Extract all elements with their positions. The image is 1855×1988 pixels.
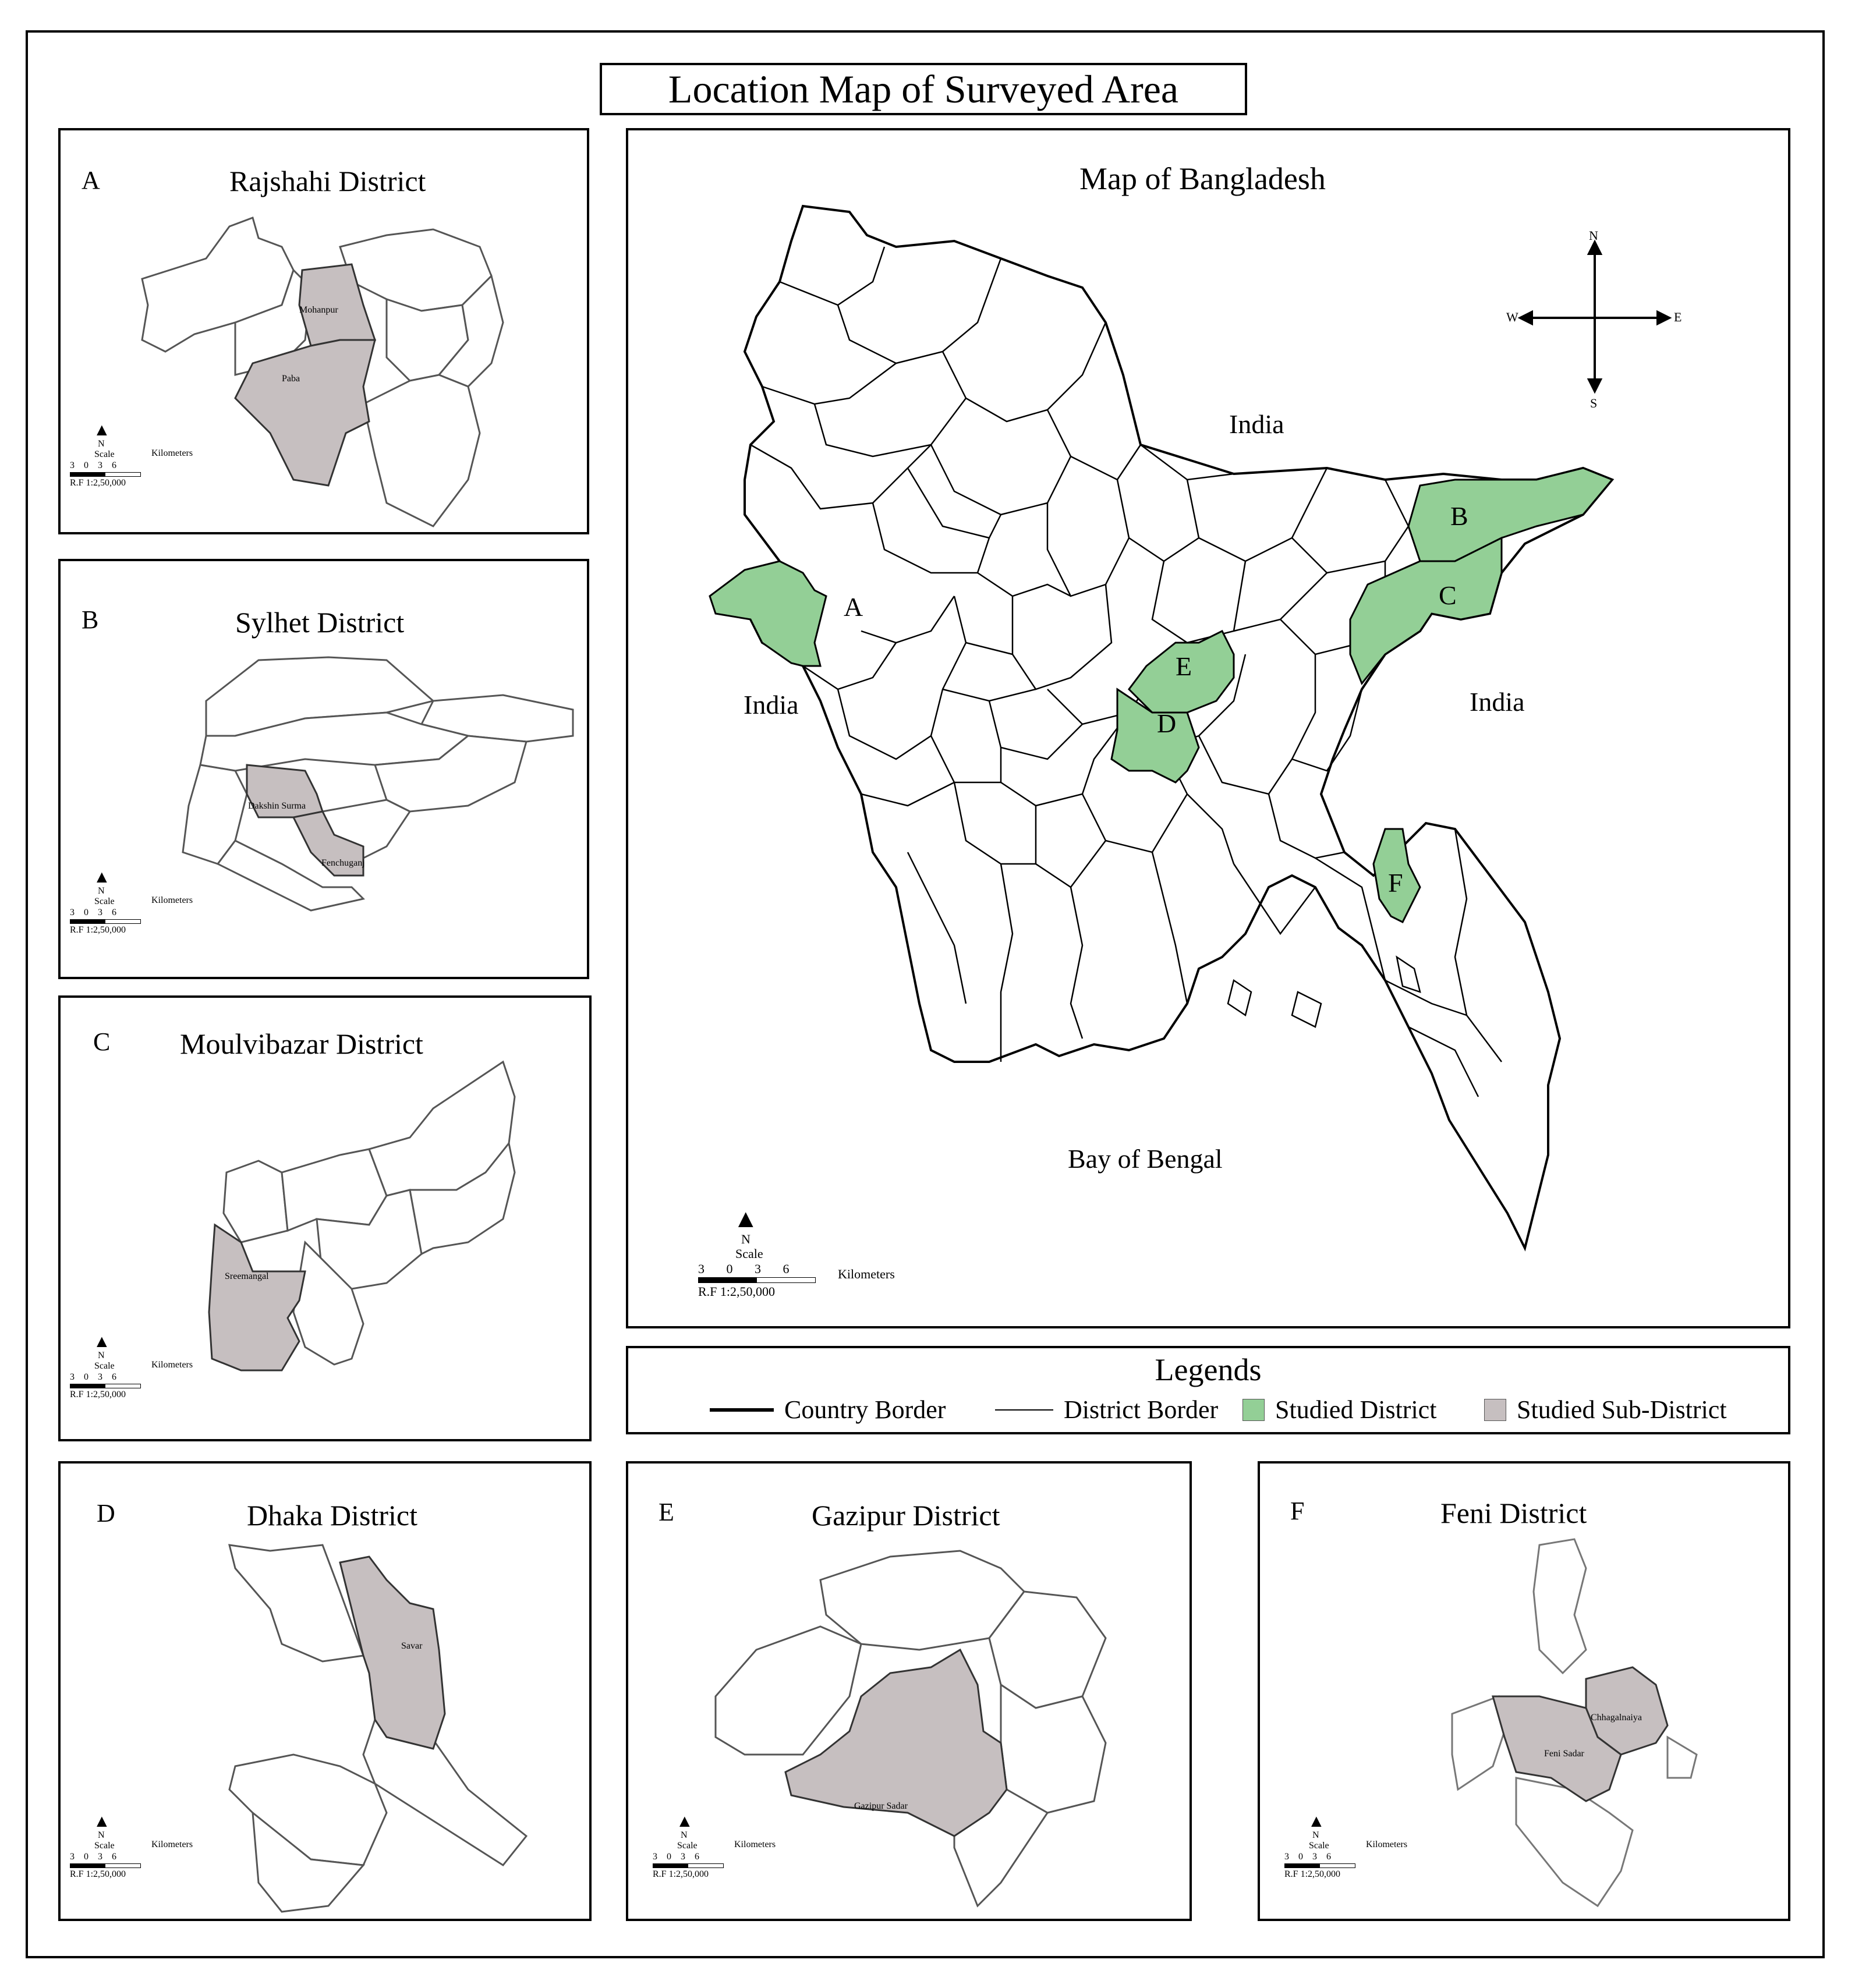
panel-title: Sylhet District bbox=[235, 606, 405, 639]
upazila-outline bbox=[282, 1149, 387, 1231]
country-border-swatch bbox=[710, 1408, 774, 1412]
district-label-e: E bbox=[1176, 651, 1192, 681]
island bbox=[1292, 992, 1321, 1027]
panel-title: Feni District bbox=[1440, 1497, 1587, 1529]
upazila-outline bbox=[229, 1755, 387, 1865]
upazila-outline bbox=[224, 1161, 288, 1242]
upazila-outline bbox=[1534, 1539, 1586, 1673]
subdistrict-paba bbox=[235, 340, 375, 486]
north-arrow-icon: ▲ bbox=[93, 867, 111, 887]
panel-e bbox=[626, 1461, 1192, 1921]
island bbox=[1228, 980, 1251, 1015]
compass-n: N bbox=[1589, 228, 1598, 243]
subdistrict-label: Paba bbox=[282, 374, 300, 384]
north-arrow-icon: ▲ bbox=[93, 1332, 111, 1351]
subdistrict-label: Mohanpur bbox=[299, 305, 338, 315]
label-india-north: India bbox=[1229, 409, 1284, 439]
upazila-outline bbox=[1001, 1685, 1106, 1813]
panel-letter: C bbox=[93, 1027, 111, 1056]
legend-title: Legends bbox=[1155, 1352, 1262, 1387]
panel-title: Moulvibazar District bbox=[180, 1027, 423, 1060]
legend-studied-subdistrict: Studied Sub-District bbox=[1484, 1395, 1727, 1424]
panel-f bbox=[1258, 1461, 1790, 1921]
panel-c bbox=[58, 995, 592, 1441]
scale-bar: ▲ N Scale 3 0 3 6 R.F 1:2,50,000 Kilometers bbox=[1284, 1812, 1408, 1880]
label-india-east: India bbox=[1470, 687, 1525, 717]
panel-d bbox=[58, 1461, 592, 1921]
panel-letter: E bbox=[659, 1498, 674, 1526]
north-arrow-icon: ▲ bbox=[733, 1204, 759, 1233]
legend-studied-district: Studied District bbox=[1242, 1395, 1436, 1424]
subdistrict-label: Gazipur Sadar bbox=[854, 1801, 908, 1811]
scale-bar: ▲ N Scale 3 0 3 6 R.F 1:2,50,000 Kilometers bbox=[70, 1812, 193, 1880]
district-label-b: B bbox=[1450, 501, 1468, 531]
panel-title: Dhaka District bbox=[247, 1499, 417, 1532]
subdistrict-label: Fenchuganj bbox=[321, 858, 365, 868]
upazila-outline bbox=[716, 1626, 861, 1755]
panel-letter: A bbox=[82, 166, 100, 194]
panel-title: Rajshahi District bbox=[229, 165, 426, 197]
subdistrict-label: Chhagalnaiya bbox=[1591, 1713, 1642, 1723]
district-label-c: C bbox=[1439, 580, 1457, 610]
scale-bar: ▲ N Scale 3 0 3 6 R.F 1:2,50,000 Kilometers bbox=[70, 867, 193, 935]
studied-district-swatch bbox=[1242, 1399, 1265, 1421]
scale-bar: ▲ N Scale 3 0 3 6 R.F 1:2,50,000 Kilometers bbox=[653, 1812, 776, 1880]
scale-bar: ▲ N Scale 3 0 3 6 R.F 1:2,50,000 Kilometers bbox=[70, 1332, 193, 1400]
district-label-f: F bbox=[1388, 868, 1403, 898]
compass-arrow-e bbox=[1658, 312, 1669, 324]
compass-arrow-w bbox=[1520, 312, 1532, 324]
district-label-d: D bbox=[1157, 708, 1177, 738]
upazila-outline bbox=[363, 1720, 526, 1865]
studied-subdistrict-swatch bbox=[1484, 1399, 1506, 1421]
north-arrow-icon: ▲ bbox=[1308, 1812, 1325, 1831]
subdistrict-label: Savar bbox=[401, 1641, 423, 1651]
panel-b bbox=[58, 559, 589, 979]
compass-arrow-s bbox=[1589, 380, 1601, 391]
panel-letter: D bbox=[97, 1499, 115, 1528]
panel-letter: F bbox=[1290, 1497, 1305, 1525]
panel-a bbox=[58, 128, 589, 534]
district-border-swatch bbox=[995, 1409, 1053, 1411]
subdistrict-label: Sreemangal bbox=[225, 1271, 269, 1281]
compass-w: W bbox=[1506, 310, 1518, 324]
map-title-text: Location Map of Surveyed Area bbox=[668, 66, 1179, 111]
legend bbox=[626, 1346, 1790, 1434]
legend-country-border: Country Border bbox=[710, 1395, 946, 1424]
label-india-west: India bbox=[744, 690, 799, 720]
panel-letter: B bbox=[82, 605, 99, 634]
upazila-outline bbox=[363, 375, 480, 526]
north-arrow-icon: ▲ bbox=[676, 1812, 693, 1831]
panel-title: Gazipur District bbox=[812, 1499, 1000, 1532]
scale-bar: ▲ N Scale 3 0 3 6 R.F 1:2,50,000 Kilometers bbox=[70, 420, 193, 488]
compass-e: E bbox=[1674, 310, 1682, 324]
main-scale-bar: ▲ N Scale 3 0 3 6 R.F 1:2,50,000 Kilometers bbox=[698, 1204, 895, 1299]
main-map-panel bbox=[626, 128, 1790, 1328]
north-arrow-icon: ▲ bbox=[93, 1812, 111, 1831]
subdistrict-sreemangal bbox=[209, 1225, 305, 1370]
upazila-outline bbox=[1668, 1737, 1697, 1778]
map-title bbox=[600, 63, 1247, 115]
compass-arrow-n bbox=[1589, 242, 1601, 254]
label-bay-of-bengal: Bay of Bengal bbox=[1068, 1144, 1223, 1174]
subdistrict-label: Feni Sadar bbox=[1544, 1749, 1584, 1759]
compass-s: S bbox=[1590, 396, 1598, 410]
legend-district-border: District Border bbox=[995, 1395, 1218, 1424]
district-label-a: A bbox=[844, 592, 863, 622]
north-arrow-icon: ▲ bbox=[93, 420, 111, 440]
upazila-outline bbox=[1516, 1778, 1633, 1906]
subdistrict-label: Dakshin Surma bbox=[248, 801, 306, 811]
main-map-title: Map of Bangladesh bbox=[1079, 161, 1326, 196]
